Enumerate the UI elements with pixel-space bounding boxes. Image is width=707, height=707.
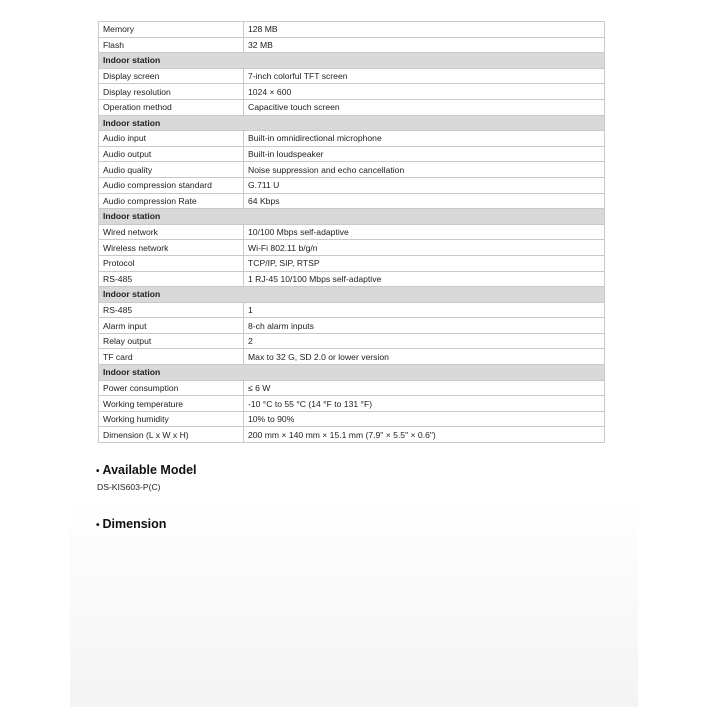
section-header: Indoor station xyxy=(99,365,605,381)
spec-value: G.711 U xyxy=(244,177,605,193)
table-row xyxy=(99,22,605,38)
table-row xyxy=(99,333,605,349)
model-number: DS-KIS603-P(C) xyxy=(97,482,161,492)
spec-label: Audio output xyxy=(99,146,244,162)
table-row xyxy=(99,271,605,287)
spec-label: Power consumption xyxy=(99,380,244,396)
table-row xyxy=(99,84,605,100)
spec-label: Display resolution xyxy=(99,84,244,100)
section-header-row xyxy=(99,287,605,303)
table-row xyxy=(99,318,605,334)
section-header-row xyxy=(99,115,605,131)
spec-value: -10 °C to 55 °C (14 °F to 131 °F) xyxy=(244,396,605,412)
spec-label: TF card xyxy=(99,349,244,365)
spec-value: TCP/IP, SIP, RTSP xyxy=(244,255,605,271)
bullet-icon: • xyxy=(96,466,100,477)
spec-value: 8-ch alarm inputs xyxy=(244,318,605,334)
spec-value: ≤ 6 W xyxy=(244,380,605,396)
spec-label: Audio compression standard xyxy=(99,177,244,193)
spec-label: Wired network xyxy=(99,224,244,240)
spec-table xyxy=(98,21,605,443)
spec-value: 10% to 90% xyxy=(244,411,605,427)
spec-label: RS-485 xyxy=(99,271,244,287)
spec-value: 1 xyxy=(244,302,605,318)
spec-label: Working humidity xyxy=(99,411,244,427)
section-header-row xyxy=(99,365,605,381)
spec-label: Relay output xyxy=(99,333,244,349)
table-row xyxy=(99,427,605,443)
table-row xyxy=(99,193,605,209)
available-model-heading xyxy=(96,463,197,477)
spec-table-body xyxy=(99,22,605,443)
table-row xyxy=(99,146,605,162)
table-row xyxy=(99,131,605,147)
spec-value: 2 xyxy=(244,333,605,349)
spec-value: Built-in omnidirectional microphone xyxy=(244,131,605,147)
section-header: Indoor station xyxy=(99,115,605,131)
spec-label: Operation method xyxy=(99,99,244,115)
spec-label: RS-485 xyxy=(99,302,244,318)
spec-value: Max to 32 G, SD 2.0 or lower version xyxy=(244,349,605,365)
table-row xyxy=(99,396,605,412)
available-model-title: Available Model xyxy=(102,463,197,477)
table-row xyxy=(99,255,605,271)
table-row xyxy=(99,240,605,256)
section-header: Indoor station xyxy=(99,287,605,303)
spec-value: 1024 × 600 xyxy=(244,84,605,100)
table-row xyxy=(99,162,605,178)
section-header-row xyxy=(99,209,605,225)
section-header: Indoor station xyxy=(99,53,605,69)
spec-label: Audio input xyxy=(99,131,244,147)
spec-label: Working temperature xyxy=(99,396,244,412)
table-row xyxy=(99,224,605,240)
spec-value: Capacitive touch screen xyxy=(244,99,605,115)
table-row xyxy=(99,302,605,318)
spec-value: 32 MB xyxy=(244,37,605,53)
spec-label: Display screen xyxy=(99,68,244,84)
dimension-heading xyxy=(96,517,166,531)
table-row xyxy=(99,177,605,193)
spec-value: 10/100 Mbps self-adaptive xyxy=(244,224,605,240)
table-row xyxy=(99,380,605,396)
table-row xyxy=(99,37,605,53)
spec-label: Audio compression Rate xyxy=(99,193,244,209)
section-header-row xyxy=(99,53,605,69)
section-header: Indoor station xyxy=(99,209,605,225)
dimension-title: Dimension xyxy=(102,517,167,531)
spec-label: Audio quality xyxy=(99,162,244,178)
spec-label: Alarm input xyxy=(99,318,244,334)
table-row xyxy=(99,411,605,427)
spec-value: Noise suppression and echo cancellation xyxy=(244,162,605,178)
bullet-icon: • xyxy=(96,520,100,531)
spec-label: Protocol xyxy=(99,255,244,271)
table-row xyxy=(99,349,605,365)
spec-label: Wireless network xyxy=(99,240,244,256)
spec-value: 64 Kbps xyxy=(244,193,605,209)
spec-value: 7-inch colorful TFT screen xyxy=(244,68,605,84)
table-row xyxy=(99,68,605,84)
spec-value: Wi-Fi 802.11 b/g/n xyxy=(244,240,605,256)
spec-value: Built-in loudspeaker xyxy=(244,146,605,162)
spec-value: 1 RJ-45 10/100 Mbps self-adaptive xyxy=(244,271,605,287)
spec-label: Memory xyxy=(99,22,244,38)
spec-value: 200 mm × 140 mm × 15.1 mm (7.9" × 5.5" × 0.6") xyxy=(244,427,605,443)
spec-label: Flash xyxy=(99,37,244,53)
table-row xyxy=(99,99,605,115)
spec-label: Dimension (L x W x H) xyxy=(99,427,244,443)
spec-value: 128 MB xyxy=(244,22,605,38)
